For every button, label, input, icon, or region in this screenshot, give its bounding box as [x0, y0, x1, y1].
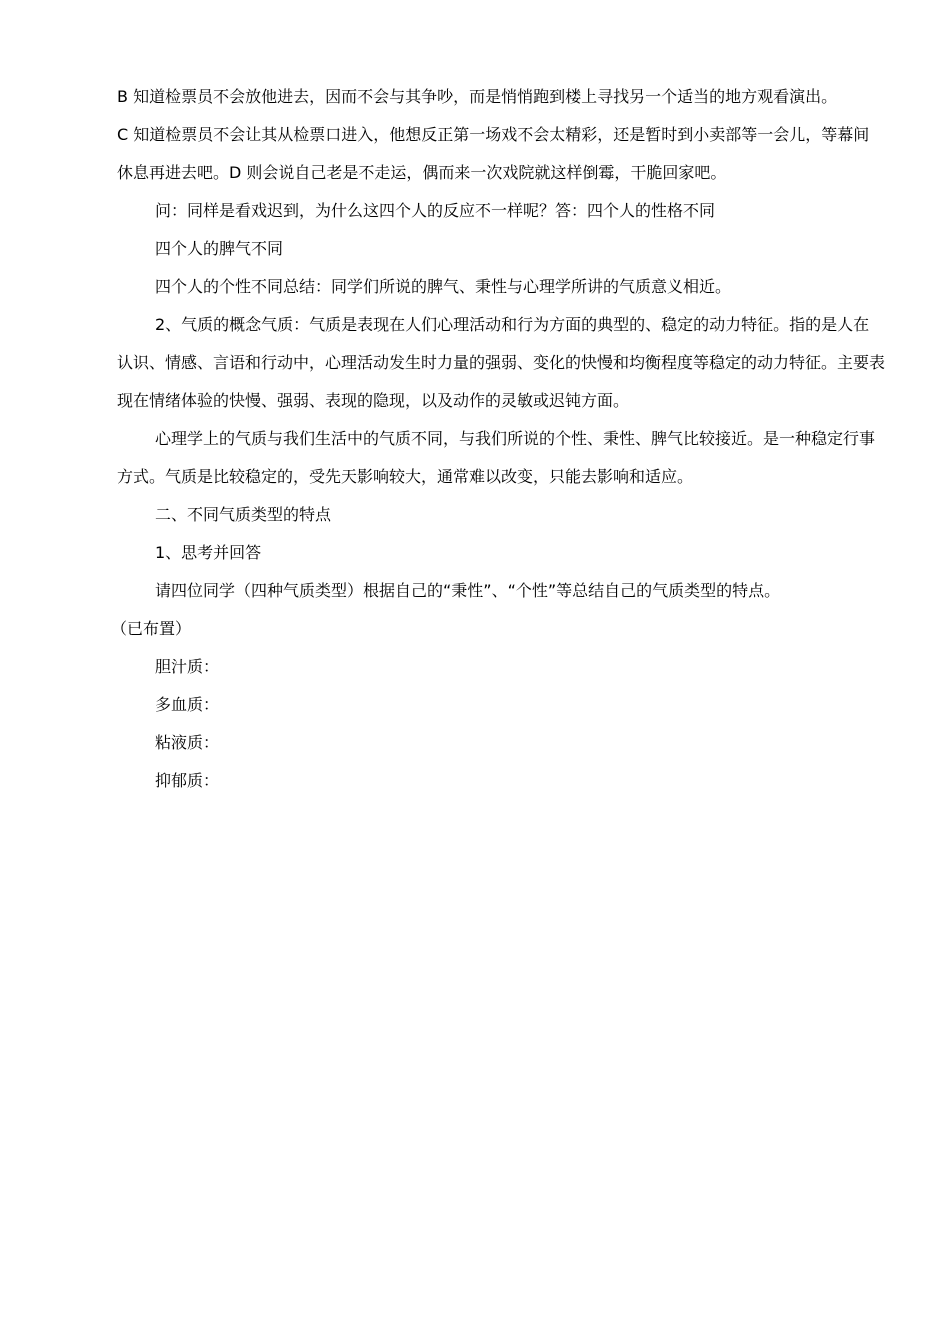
paragraph-temper: 四个人的脾气不同	[155, 239, 284, 258]
document-page	[111, 78, 886, 800]
paragraph-task: 请四位同学（四种气质类型）根据自己的“秉性”、“个性”等总结自己的气质类型的特点。	[155, 581, 781, 600]
paragraph-assigned-note: （已布置）	[111, 619, 192, 638]
subsection-heading: 1、思考并回答	[155, 543, 262, 562]
paragraph-c-d-reaction: C 知道检票员不会让其从检票口进入，他想反正第一场戏不会太精彩，还是暂时到小卖部等一会儿，等幕间休息再进去吧。D 则会说自己老是不走运，偶而来一次戏院就这样倒霉，干脆回家吧。	[117, 125, 870, 182]
item-sanguine: 多血质：	[155, 695, 220, 714]
paragraph-question: 问：同样是看戏迟到，为什么这四个人的反应不一样呢？答：四个人的性格不同	[155, 201, 716, 220]
item-phlegmatic: 粘液质：	[155, 733, 220, 752]
paragraph-psychology: 心理学上的气质与我们生活中的气质不同，与我们所说的个性、秉性、脾气比较接近。是一种稳定行事方式。气质是比较稳定的，受先天影响较大，通常难以改变，只能去影响和适应。	[117, 429, 876, 486]
item-choleric: 胆汁质：	[155, 657, 220, 676]
paragraph-summary: 四个人的个性不同总结：同学们所说的脾气、秉性与心理学所讲的气质意义相近。	[155, 277, 732, 296]
item-melancholic: 抑郁质：	[155, 771, 220, 790]
paragraph-b-reaction: B 知道检票员不会放他进去，因而不会与其争吵，而是悄悄跑到楼上寻找另一个适当的地方观看演出。	[117, 87, 838, 106]
paragraph-concept: 2、气质的概念气质：气质是表现在人们心理活动和行为方面的典型的、稳定的动力特征。指的是人在认识、情感、言语和行动中，心理活动发生时力量的强弱、变化的快慢和均衡程度等稳定的动力特征。主要表现在情绪体验的快慢、强弱、表现的隐现，以及动作的灵敏或迟钝方面。	[117, 315, 886, 410]
section-heading: 二、不同气质类型的特点	[155, 505, 332, 524]
